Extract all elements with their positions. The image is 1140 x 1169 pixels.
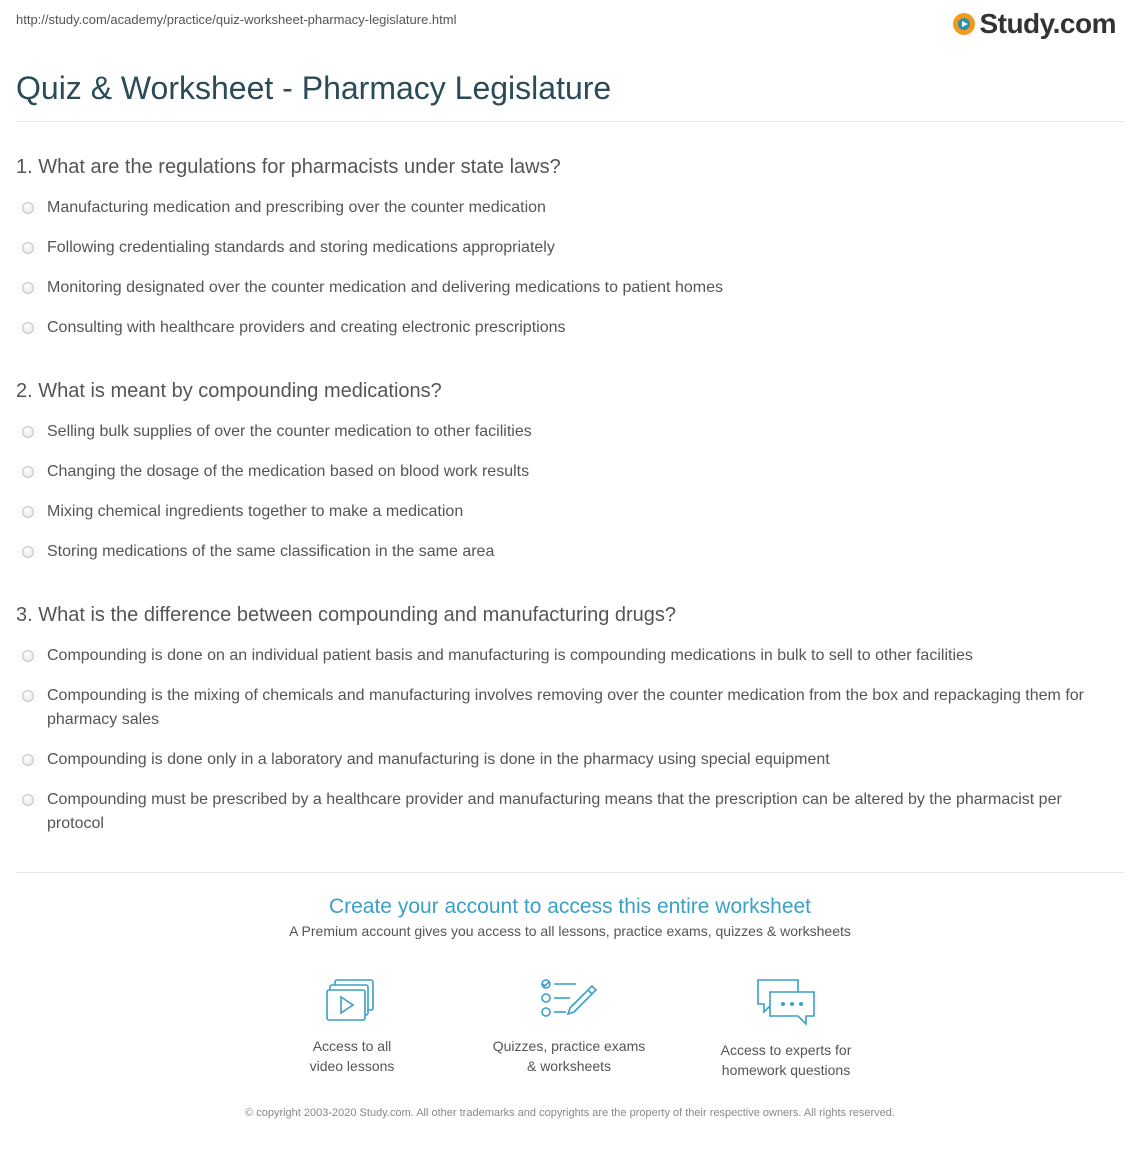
radio-icon[interactable] [22, 322, 34, 334]
feature-video-lessons [252, 976, 452, 1076]
question-1-title: 1. What are the regulations for pharmacists under state laws? [16, 156, 561, 178]
answer-option[interactable]: Following credentialing standards and storing medications appropriately [22, 236, 1112, 260]
answer-option[interactable]: Selling bulk supplies of over the counter medication to other facilities [22, 420, 1112, 444]
radio-icon[interactable] [22, 650, 34, 662]
divider [16, 872, 1124, 873]
logo-text: Study.com [979, 8, 1116, 39]
page-url: http://study.com/academy/practice/quiz-worksheet-pharmacy-legislature.html [16, 12, 457, 27]
radio-icon[interactable] [22, 242, 34, 254]
radio-icon[interactable] [22, 282, 34, 294]
answer-option[interactable]: Compounding is done only in a laboratory and manufacturing is done in the pharmacy using special equipment [22, 748, 1112, 772]
radio-icon[interactable] [22, 466, 34, 478]
answer-option[interactable]: Consulting with healthcare providers and creating electronic prescriptions [22, 316, 1112, 340]
study-logo[interactable] [953, 8, 1116, 40]
signup-cta [0, 895, 1140, 939]
answer-option[interactable]: Compounding is done on an individual patient basis and manufacturing is compounding medications in bulk to sell to other facilities [22, 644, 1112, 668]
answer-option[interactable]: Compounding is the mixing of chemicals and manufacturing involves removing over the counter medication from the box and repackaging them for pharmacy sales [22, 684, 1112, 732]
radio-icon[interactable] [22, 546, 34, 558]
question-1-answers [22, 196, 1112, 356]
answer-option[interactable]: Storing medications of the same classification in the same area [22, 540, 1112, 564]
quiz-checklist-icon [540, 976, 598, 1022]
answer-option[interactable]: Manufacturing medication and prescribing over the counter medication [22, 196, 1112, 220]
feature-label-line2: video lessons [309, 1058, 395, 1074]
radio-icon[interactable] [22, 794, 34, 806]
radio-icon[interactable] [22, 690, 34, 702]
play-logo-icon [953, 13, 975, 35]
answer-option[interactable]: Changing the dosage of the medication based on blood work results [22, 460, 1112, 484]
feature-label-line2: homework questions [721, 1062, 851, 1078]
radio-icon[interactable] [22, 426, 34, 438]
page-title: Quiz & Worksheet - Pharmacy Legislature [16, 70, 612, 106]
footer-copyright: © copyright 2003-2020 Study.com. All other trademarks and copyrights are the property of their respective owners. All rights reserved. [245, 1107, 895, 1119]
answer-option[interactable]: Monitoring designated over the counter medication and delivering medications to patient homes [22, 276, 1112, 300]
radio-icon[interactable] [22, 754, 34, 766]
answer-option[interactable]: Mixing chemical ingredients together to make a medication [22, 500, 1112, 524]
question-3-title: 3. What is the difference between compounding and manufacturing drugs? [16, 604, 677, 626]
video-lessons-icon [325, 976, 379, 1022]
cta-title-link[interactable]: Create your account to access this entire worksheet [328, 895, 812, 918]
feature-quizzes [469, 976, 669, 1076]
feature-label-line1: Access to experts for [720, 1042, 852, 1058]
divider [16, 121, 1124, 122]
feature-experts [686, 976, 886, 1080]
cta-subtitle: A Premium account gives you access to all lessons, practice exams, quizzes & worksheets [289, 923, 851, 939]
top-bar [16, 8, 1116, 42]
question-2-title: 2. What is meant by compounding medications? [16, 380, 442, 402]
answer-option[interactable]: Compounding must be prescribed by a healthcare provider and manufacturing means that the prescription can be altered by the pharmacist per protocol [22, 788, 1112, 836]
question-2-answers [22, 420, 1112, 580]
feature-label-line1: Access to all [312, 1038, 392, 1054]
feature-label-line2: & worksheets [526, 1058, 612, 1074]
premium-features [0, 976, 1140, 1086]
question-3-answers [22, 644, 1112, 852]
radio-icon[interactable] [22, 506, 34, 518]
feature-label-line1: Quizzes, practice exams [492, 1038, 646, 1054]
radio-icon[interactable] [22, 202, 34, 214]
chat-bubbles-icon [754, 976, 818, 1026]
